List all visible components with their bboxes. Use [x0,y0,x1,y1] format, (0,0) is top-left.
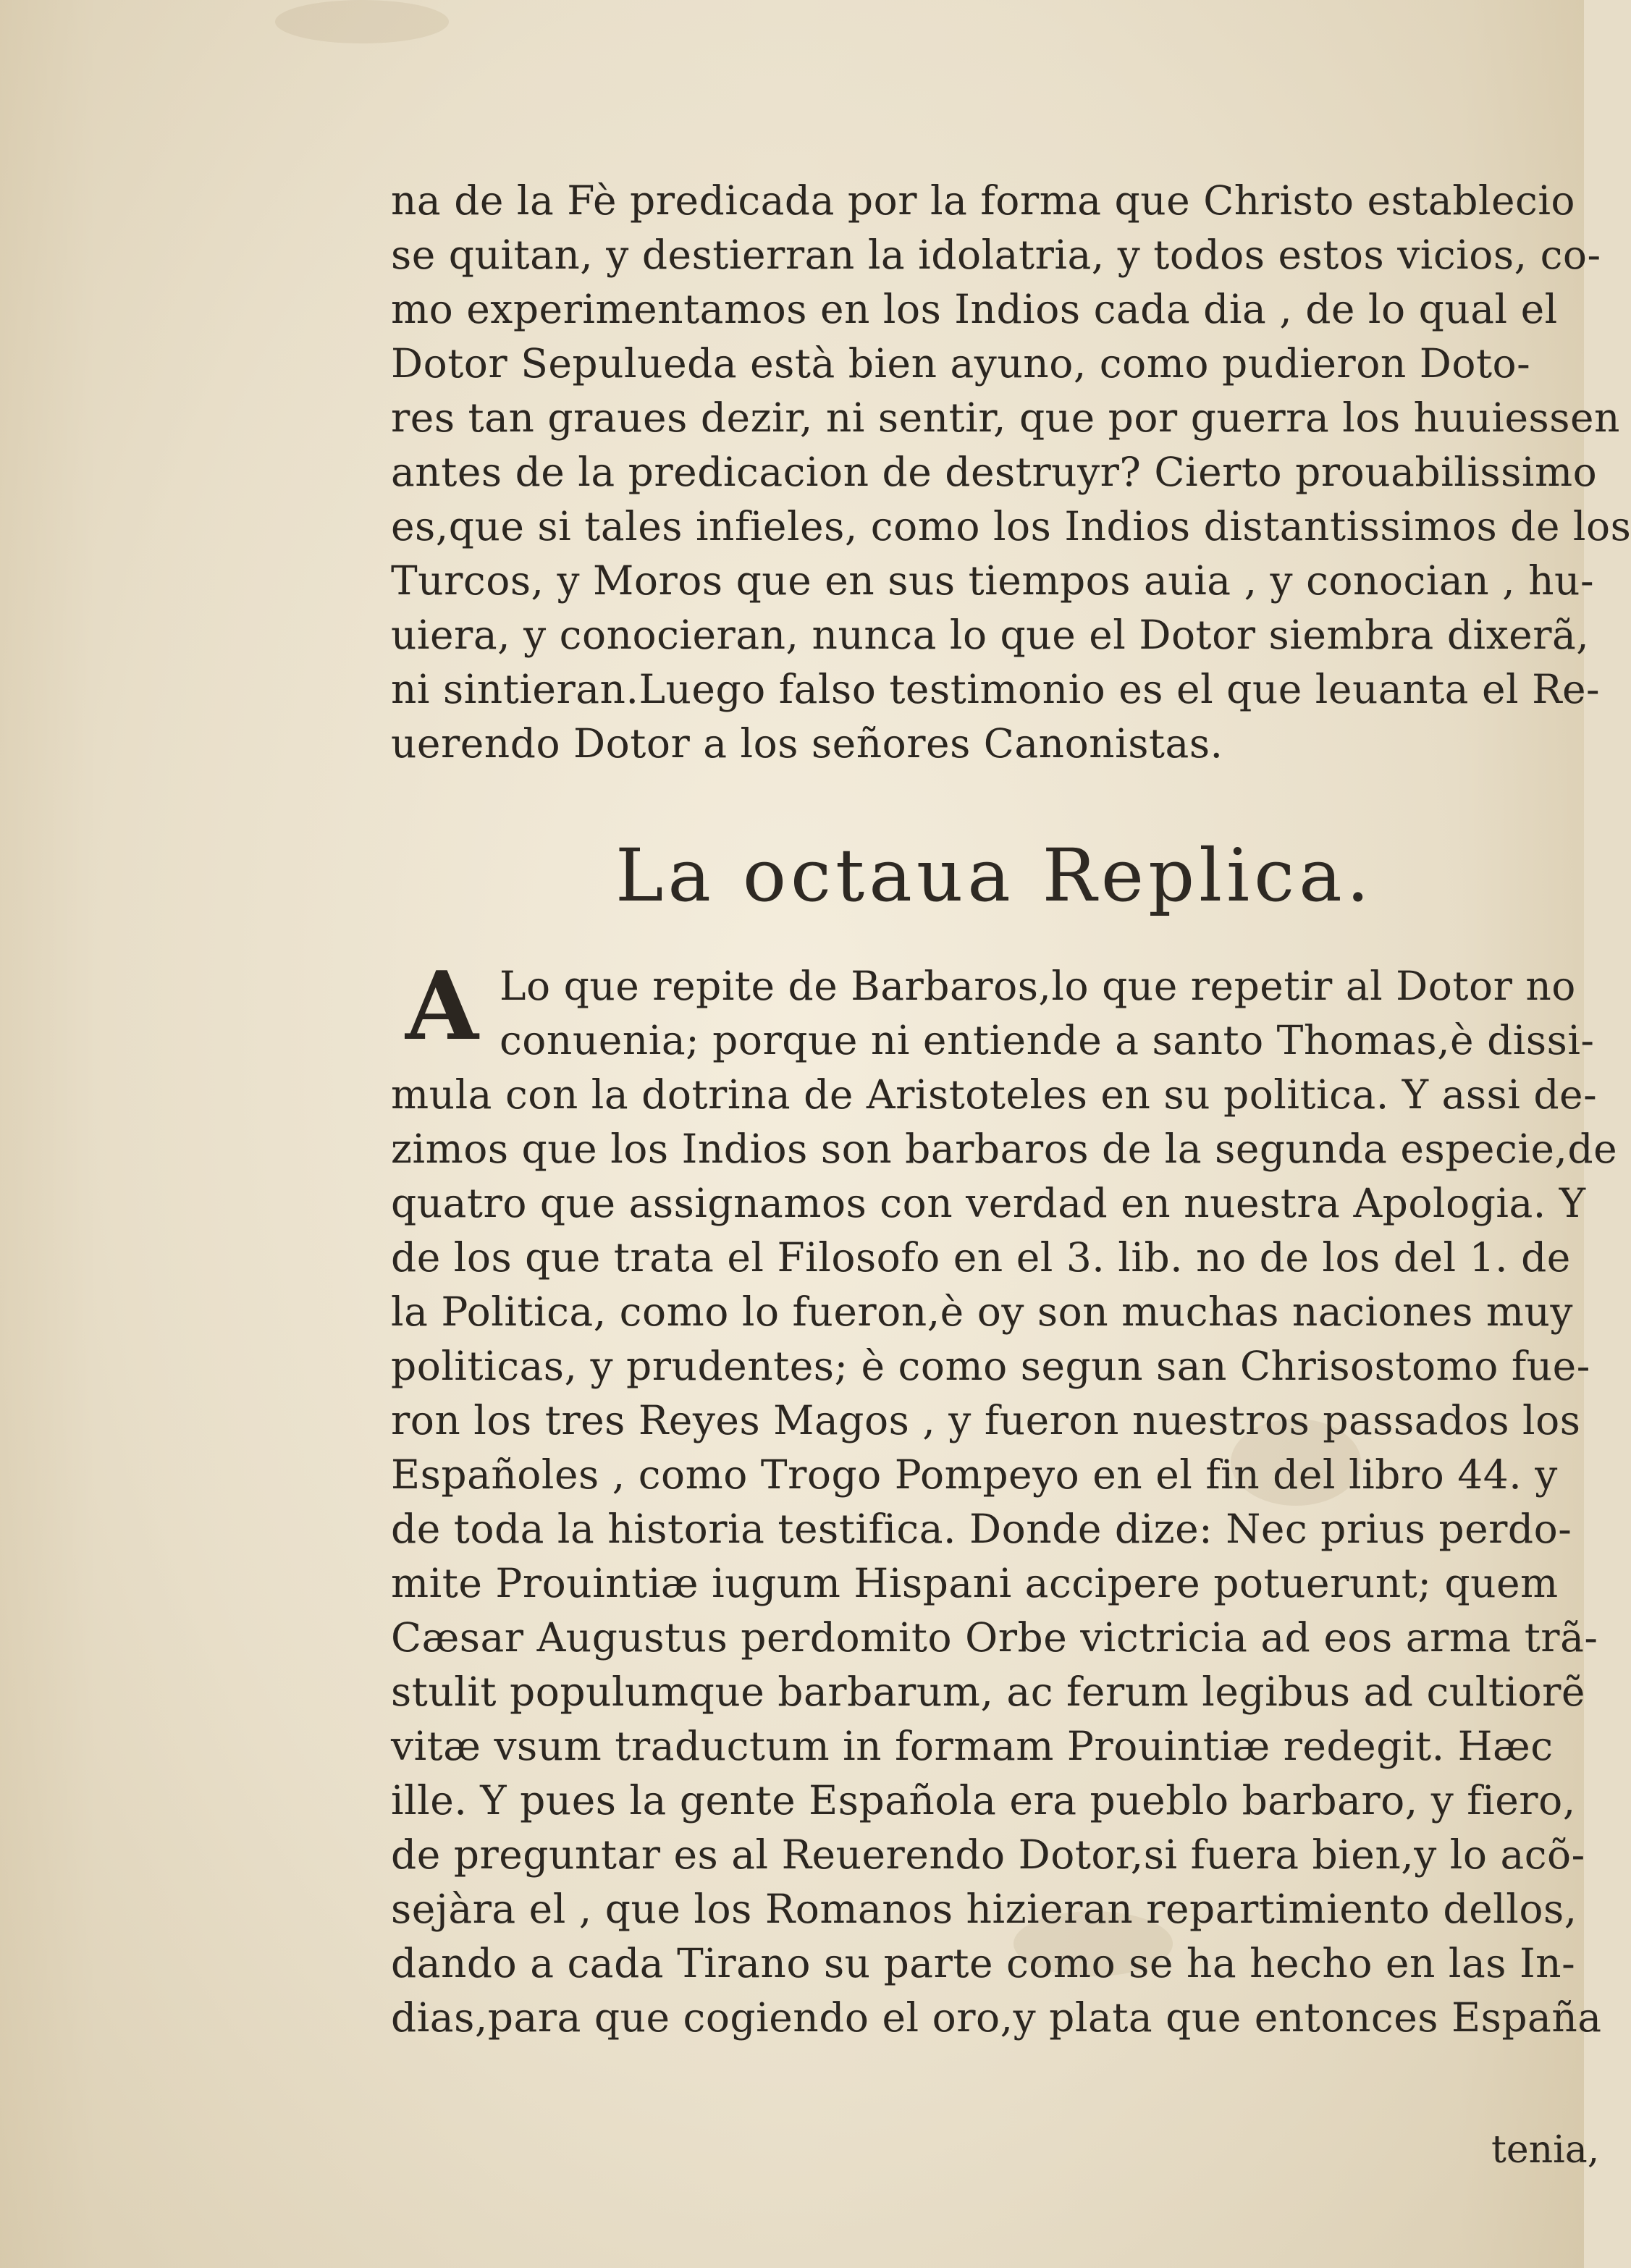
text-line: Dotor Sepulueda està bien ayuno, como pudieron Doto- [391,340,1531,387]
text-line: Turcos, y Moros que en sus tiempos auia , y conocian , hu- [391,557,1595,604]
text-line: mula con la dotrina de Aristoteles en su politica. Y assi de- [391,1071,1598,1118]
text-line: quatro que assignamos con verdad en nuestra Apologia. Y [391,1180,1586,1226]
text-line: sejàra el , que los Romanos hizieran repartimiento dellos, [391,1886,1577,1932]
text-line: ni sintieran.Luego falso testimonio es el que leuanta el Re- [391,666,1601,712]
text-line: conuenia; porque ni entiende a santo Thomas,è dissi- [500,1017,1595,1063]
paragraph-2 [391,950,1618,2045]
text-line: mite Prouintiæ iugum Hispani accipere potuerunt; quem [391,1560,1559,1606]
text-line: la Politica, como lo fueron,è oy son muchas naciones muy [391,1289,1573,1335]
catchword: tenia, [1491,2128,1600,2172]
text-line: de los que trata el Filosofo en el 3. lib. no de los del 1. de [391,1234,1571,1281]
text-line: stulit populumque barbarum, ac ferum legibus ad cultiorẽ [391,1669,1585,1715]
text-line: vitæ vsum traductum in formam Prouintiæ redegit. Hæc [391,1723,1554,1769]
text-line: mo experimentamos en los Indios cada dia , de lo qual el [391,286,1558,332]
text-line: politicas, y prudentes; è como segun san Chrisostomo fue- [391,1343,1590,1389]
text-line: na de la Fè predicada por la forma que Christo establecio [391,177,1576,224]
text-line: res tan graues dezir, ni sentir, que por guerra los huuiessen [391,395,1620,441]
text-line: Lo que repite de Barbaros,lo que repetir al Dotor no [500,963,1576,1009]
text-line: es,que si tales infieles, como los Indios distantissimos de los [391,503,1631,549]
text-line: uiera, y conocieran, nunca lo que el Dotor siembra dixerã, [391,612,1590,658]
text-line: antes de la predicacion de destruyr? Cierto prouabilissimo [391,449,1598,495]
section-heading: La octaua Replica. [615,833,1374,918]
text-line: se quitan, y destierran la idolatria, y todos estos vicios, co- [391,232,1601,278]
text-line: ille. Y pues la gente Española era pueblo barbaro, y fiero, [391,1777,1576,1824]
text-line: dando a cada Tirano su parte como se ha hecho en las In- [391,1940,1576,1986]
paper-stain [275,0,449,43]
text-line: Cæsar Augustus perdomito Orbe victricia ad eos arma trã- [391,1614,1598,1661]
text-line: dias,para que cogiendo el oro,y plata que entonces España [391,1994,1602,2041]
text-line: zimos que los Indios son barbaros de la segunda especie,de [391,1126,1618,1172]
text-line: de preguntar es al Reuerendo Dotor,si fuera bien,y lo acõ- [391,1831,1585,1878]
text-line: Españoles , como Trogo Pompeyo en el fin del libro 44. y [391,1451,1558,1498]
text-line: ron los tres Reyes Magos , y fueron nuestros passados los [391,1397,1581,1443]
text-line: de toda la historia testifica. Donde dize: Nec prius perdo- [391,1506,1572,1552]
paragraph-1 [391,174,1631,771]
text-line: uerendo Dotor a los señores Canonistas. [391,720,1223,767]
drop-cap: A [405,950,479,1061]
